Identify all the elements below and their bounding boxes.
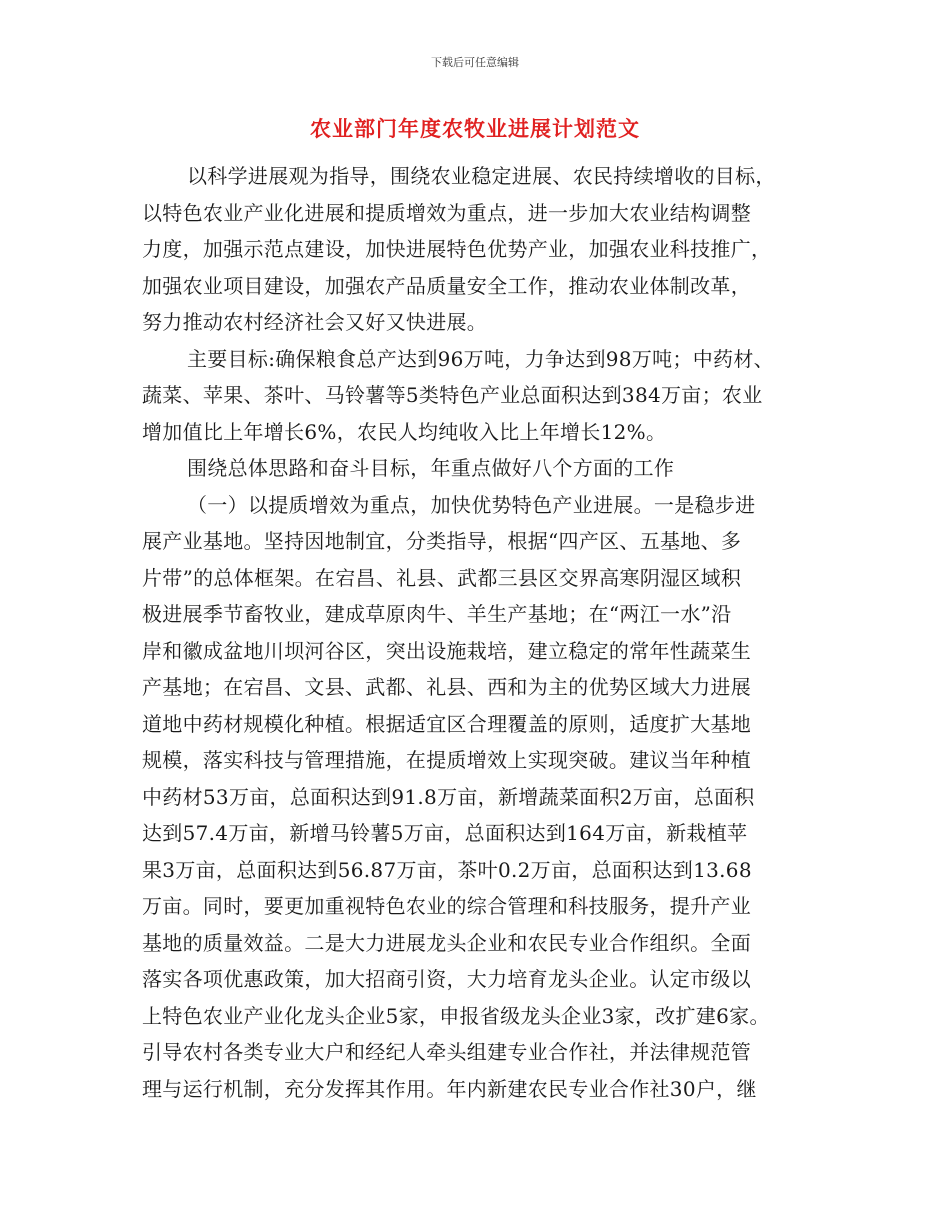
text-line: 极进展季节畜牧业，建成草原肉牛、羊生产基地；在“两江一水”沿 <box>142 602 732 626</box>
text-line: 展产业基地。坚持因地制宜，分类指导，根据“四产区、五基地、多 <box>142 529 742 553</box>
text-line: 理与运行机制，充分发挥其作用。年内新建农民专业合作社30户，继 <box>142 1076 757 1101</box>
text-line: 片带”的总体框架。在宕昌、礼县、武都三县区交界高寒阴湿区域积 <box>142 565 742 590</box>
text-line: 加强农业项目建设，加强农产品质量安全工作，推动农业体制改革， <box>142 273 751 298</box>
text-line: 规模，落实科技与管理措施，在提质增效上实现突破。建议当年种植 <box>142 748 751 772</box>
text-line: 蔬菜、苹果、茶叶、马铃薯等5类特色产业总面积达到384万亩；农业 <box>142 383 763 407</box>
text-line: 以特色农业产业化进展和提质增效为重点，进一步加大农业结构调整 <box>142 200 751 225</box>
text-line: 增加值比上年增长6%，农民人均纯收入比上年增长12%。 <box>142 419 667 444</box>
text-line: 围绕总体思路和奋斗目标，年重点做好八个方面的工作 <box>187 456 675 480</box>
text-line: 中药材53万亩，总面积达到91.8万亩，新增蔬菜面积2万亩，总面积 <box>142 784 755 809</box>
header-note: 下载后可任意编辑 <box>431 56 519 69</box>
text-line: 以科学进展观为指导，围绕农业稳定进展、农民持续增收的目标， <box>187 164 776 188</box>
text-line: 引导农村各类专业大户和经纪人牵头组建专业合作社，并法律规范管 <box>142 1040 751 1064</box>
document-title: 农业部门年度农牧业进展计划范文 <box>310 117 640 141</box>
text-line: 上特色农业产业化龙头企业5家，申报省级龙头企业3家，改扩建6家。 <box>142 1003 770 1028</box>
text-line: 落实各项优惠政策，加大招商引资，大力培育龙头企业。认定市级以 <box>142 967 751 991</box>
text-line: 产基地；在宕昌、文县、武都、礼县、西和为主的优势区域大力进展 <box>142 675 751 699</box>
text-line: 万亩。同时，要更加重视特色农业的综合管理和科技服务，提升产业 <box>142 894 751 918</box>
text-line: 力度，加强示范点建设，加快进展特色优势产业，加强农业科技推广， <box>142 237 772 261</box>
text-line: 基地的质量效益。二是大力进展龙头企业和农民专业合作组织。全面 <box>142 930 751 955</box>
text-line: 道地中药材规模化种植。根据适宜区合理覆盖的原则，适度扩大基地 <box>142 711 751 736</box>
text-line: 岸和徽成盆地川坝河谷区，突出设施栽培，建立稳定的常年性蔬菜生 <box>142 638 751 663</box>
text-line: 果3万亩，总面积达到56.87万亩，茶叶0.2万亩，总面积达到13.68 <box>142 857 752 882</box>
text-line: 主要目标:确保粮食总产达到96万吨，力争达到98万吨；中药材、 <box>187 346 774 371</box>
text-line: 达到57.4万亩，新增马铃薯5万亩，总面积达到164万亩，新栽植苹 <box>142 821 748 845</box>
text-line: 努力推动农村经济社会又好又快进展。 <box>142 310 488 334</box>
text-line: （一）以提质增效为重点，加快优势特色产业进展。一是稳步进 <box>187 492 756 517</box>
body-text <box>142 158 812 1107</box>
